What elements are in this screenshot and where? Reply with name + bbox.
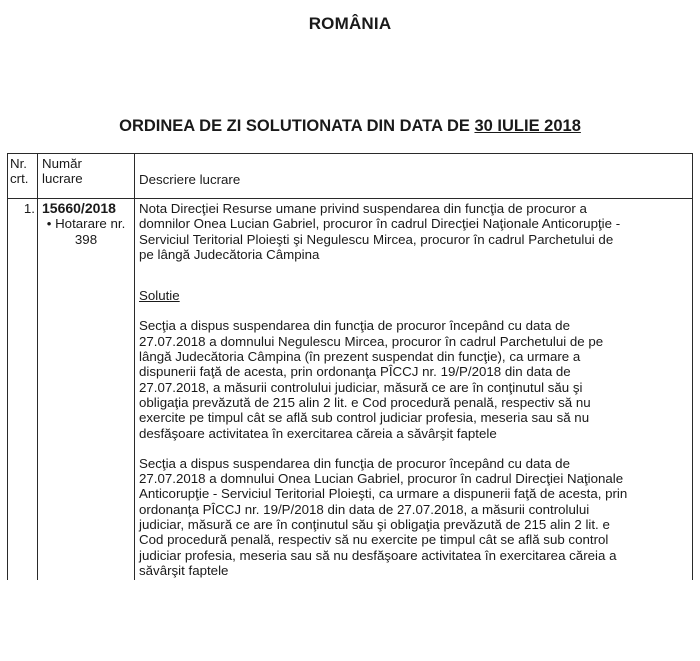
paragraph-line: săvârşit faptele	[139, 562, 229, 578]
paragraph-line: 27.07.2018, a măsurii controlului judiciar, măsură ce are în conţinutul său şi	[139, 379, 583, 395]
description-line: Serviciul Teritorial Ploieşti şi Negulescu Mircea, procuror în cadrul Parchetului de	[139, 231, 614, 247]
row-case-cell	[38, 199, 135, 581]
paragraph-line: 27.07.2018 a domnului Onea Lucian Gabriel, procuror în cadrul Direcţiei Naţionale	[139, 471, 624, 487]
paragraph-line: Secţia a dispus suspendarea din funcţia de procuror începând cu data de	[139, 318, 570, 334]
title-prefix: ORDINEA DE ZI SOLUTIONATA DIN DATA DE	[119, 117, 475, 135]
header-description: Descriere lucrare	[135, 154, 693, 199]
table-row	[8, 199, 693, 581]
paragraph-line: lângă Judecătoria Câmpina (în prezent suspendat din funcţie), ca urmare a	[139, 349, 581, 365]
header-nr-line1: Nr.	[10, 156, 27, 171]
paragraph-line: obligaţia prevăzută de 215 alin 2 lit. e Cod procedură penală, respectiv să nu	[139, 394, 591, 410]
paragraph-line: Anticorupţie - Serviciul Teritorial Ploieşti, ca urmare a dispunerii faţă de acesta, prin	[139, 486, 628, 502]
row-number: 1.	[8, 199, 38, 581]
header-case-line2: lucrare	[42, 171, 83, 187]
description-text	[139, 201, 688, 262]
solution-paragraph-1	[139, 318, 688, 440]
description-line: pe lângă Judecătoria Câmpina	[139, 246, 320, 262]
header-nr-crt	[8, 154, 38, 199]
row-description-cell	[135, 199, 693, 581]
paragraph-line: dispunerii faţă de acesta, prin ordonanţa PÎCCJ nr. 19/P/2018 din data de	[139, 364, 571, 380]
description-line: Nota Direcţiei Resurse umane privind suspendarea din funcţia de procuror a	[139, 201, 587, 216]
paragraph-line: judiciar profesia, meseria sau să nu desfăşoare activitatea în exercitarea căreia a	[139, 547, 617, 563]
header-case-number	[38, 154, 135, 199]
description-line: domnilor Onea Lucian Gabriel, procuror în cadrul Direcţiei Naţionale Anticorupţie -	[139, 216, 621, 232]
header-nr-line2: crt.	[10, 171, 29, 187]
paragraph-line: ordonanţa PÎCCJ nr. 19/P/2018 din data de 27.07.2018, a măsurii controlului	[139, 501, 590, 517]
table-header-row	[8, 154, 693, 199]
solution-label: Solutie	[139, 288, 180, 304]
title-date: 30 IULIE 2018	[474, 117, 581, 135]
decision-number: 398	[74, 231, 98, 247]
agenda-table	[7, 153, 693, 580]
header-case-line1: Număr	[42, 156, 82, 171]
paragraph-line: Secţia a dispus suspendarea din funcţia de procuror începând cu data de	[139, 455, 570, 471]
paragraph-line: judiciar, măsură ce are în conţinutul său şi obligaţia prevăzută de 215 alin 2 lit. e	[139, 517, 610, 533]
paragraph-line: desfăşoare activitatea în exercitarea căreia a săvârşit faptele	[139, 425, 497, 441]
document-country: ROMÂNIA	[308, 14, 392, 33]
decision-label: • Hotarare nr.	[46, 216, 126, 232]
solution-paragraph-2	[139, 456, 688, 578]
document-title	[0, 117, 700, 136]
paragraph-line: 27.07.2018 a domnului Negulescu Mircea, procuror în cadrul Parchetului de pe	[139, 333, 604, 349]
case-number: 15660/2018	[42, 200, 116, 216]
paragraph-line: exercite pe timpul cât se află sub control judiciar profesia, meseria sau să nu	[139, 410, 590, 426]
paragraph-line: Cod procedură penală, respectiv să nu exercite pe timpul cât se află sub control	[139, 532, 609, 548]
